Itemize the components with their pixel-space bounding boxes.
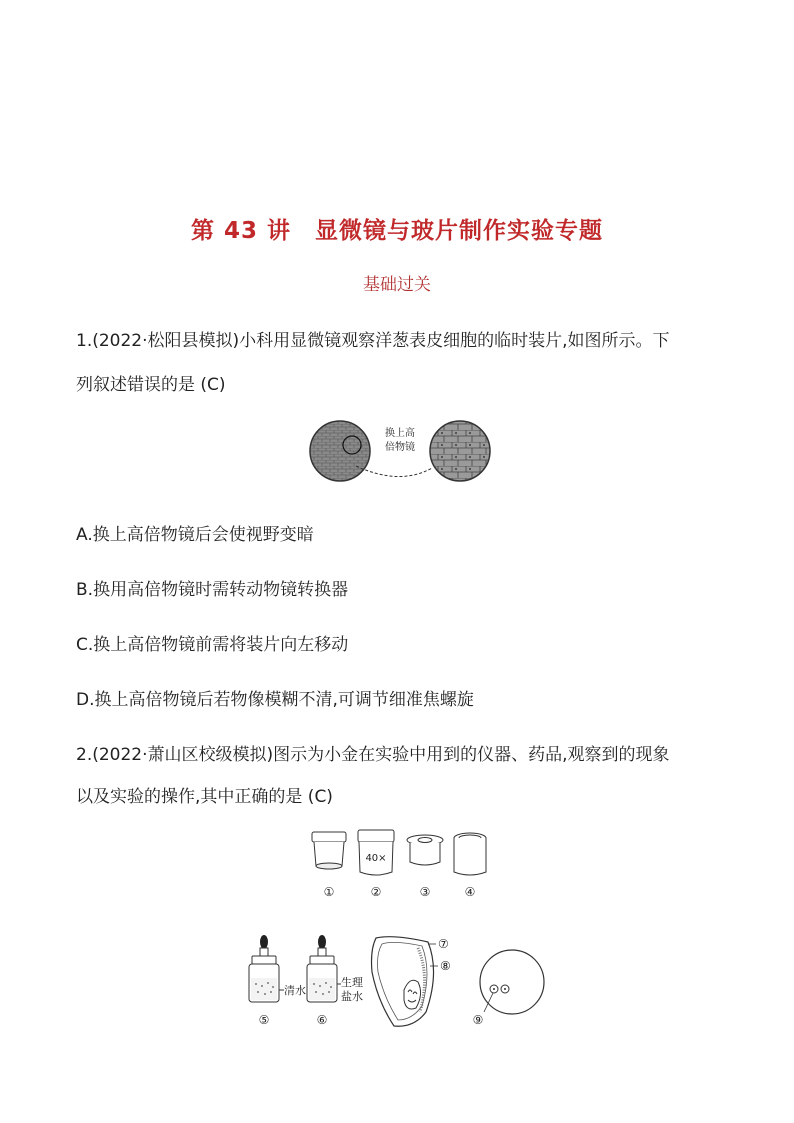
label-1: ① xyxy=(323,885,335,899)
lens-3-icon xyxy=(407,835,443,865)
question-1-option-c: C.换上高倍物镜前需将装片向左移动 xyxy=(76,635,349,655)
label-9: ⑨ xyxy=(472,1013,484,1027)
figure-2-materials xyxy=(244,932,550,1032)
switch-arrow-path xyxy=(356,466,432,477)
question-1-option-b: B.换用高倍物镜时需转动物镜转换器 xyxy=(76,580,349,600)
figure-1-label-line-1: 换上高 xyxy=(385,428,415,439)
section-title: 基础过关 xyxy=(363,275,431,295)
figure-1-microscope-views xyxy=(308,418,494,488)
question-2-stem-line-2: 以及实验的操作,其中正确的是 (C) xyxy=(76,787,333,807)
high-power-field xyxy=(430,421,490,481)
question-2-stem-line-1: 2.(2022·萧山区校级模拟)图示为小金在实验中用到的仪器、药品,观察到的现象 xyxy=(76,745,670,765)
label-8: ⑧ xyxy=(440,959,451,973)
page-title: 第 43 讲 显微镜与玻片制作实验专题 xyxy=(190,218,604,244)
lens-1-icon xyxy=(312,832,346,869)
question-1-stem-line-1: 1.(2022·松阳县模拟)小科用显微镜观察洋葱表皮细胞的临时装片,如图所示。下 xyxy=(76,331,670,351)
question-1-option-d: D.换上高倍物镜后若物像模糊不清,可调节细准焦螺旋 xyxy=(76,690,474,710)
label-2: ② xyxy=(370,885,382,899)
onion-scale-leaf-icon xyxy=(372,937,439,1027)
figure-1-label-line-2: 倍物镜 xyxy=(385,442,415,453)
label-6: ⑥ xyxy=(316,1013,328,1027)
bottle-5-label: 清水 xyxy=(284,984,306,997)
figure-2-lenses xyxy=(306,828,496,904)
bottle-6-label-line-1: 生理 xyxy=(341,976,363,989)
label-7: ⑦ xyxy=(438,937,449,951)
question-1-stem-line-2: 列叙述错误的是 (C) xyxy=(76,375,226,395)
low-power-field xyxy=(310,421,370,481)
label-5: ⑤ xyxy=(258,1013,270,1027)
question-1-option-a: A.换上高倍物镜后会使视野变暗 xyxy=(76,525,314,545)
microscope-field-with-bubbles xyxy=(480,950,544,1014)
lens-2-mark: 40× xyxy=(365,853,387,864)
bottle-6-label-line-2: 盐水 xyxy=(341,990,363,1003)
lens-2-icon xyxy=(358,830,394,875)
label-4: ④ xyxy=(464,885,476,899)
lens-4-icon xyxy=(454,833,486,875)
label-3: ③ xyxy=(419,885,431,899)
dropper-bottle-5-icon xyxy=(249,935,284,1002)
dropper-bottle-6-icon xyxy=(307,935,341,1002)
